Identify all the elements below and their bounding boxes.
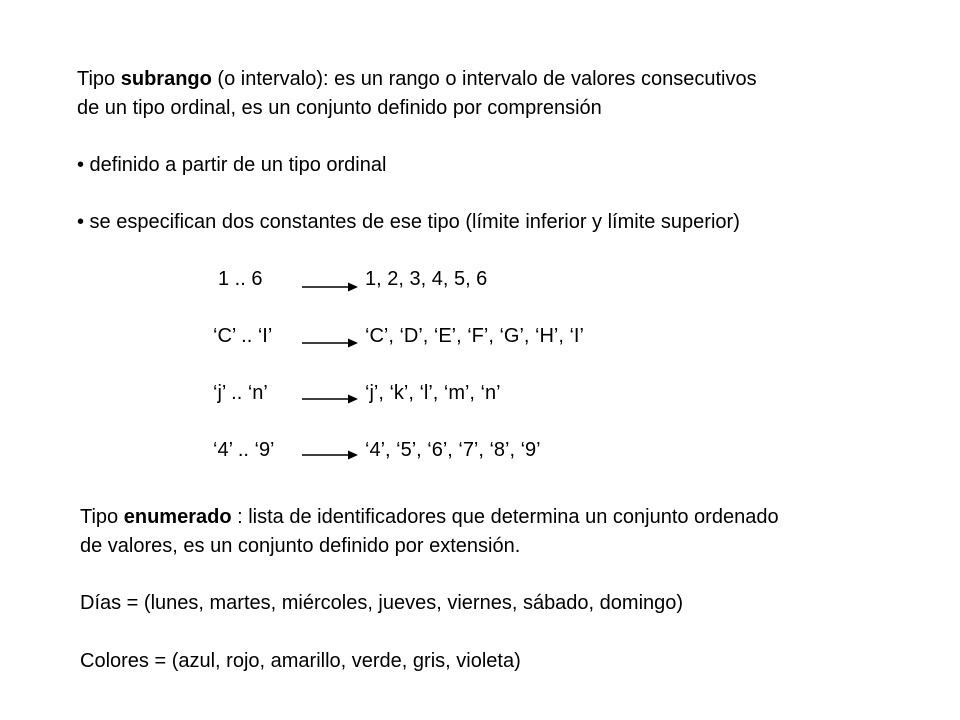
dias-example: Días = (lunes, martes, miércoles, jueves, viernes, sábado, domingo) [80,592,684,614]
enumerado-definition-line-1 [80,505,779,529]
enumerado-definition-line-2: de valores, es un conjunto definido por extensión. [80,535,521,557]
example-values: 1, 2, 3, 4, 5, 6 [365,268,488,290]
example-values: ‘4’, ‘5’, ‘6’, ‘7’, ‘8’, ‘9’ [365,439,541,461]
subrango-definition-line-1 [77,67,757,91]
enumerado-prefix: Tipo [80,506,124,528]
right-arrow-icon [302,337,358,349]
enumerado-definition-text: : lista de identificadores que determina un conjunto ordenado [231,506,779,528]
example-range: 1 .. 6 [218,268,263,290]
example-range: ‘C’ .. ‘I’ [213,325,273,347]
subrango-term: subrango [120,68,212,90]
example-values: ‘j’, ‘k’, ‘l’, ‘m’, ‘n’ [365,382,501,404]
right-arrow-icon [302,281,358,293]
right-arrow-icon [302,393,358,405]
subrango-prefix: Tipo [77,68,121,90]
bullet-constants: • se especifican dos constantes de ese tipo (límite inferior y límite superior) [77,211,740,233]
example-range: ‘j’ .. ‘n’ [213,382,268,404]
enumerado-term: enumerado [123,506,232,528]
example-range: ‘4’ .. ‘9’ [213,439,275,461]
example-values: ‘C’, ‘D’, ‘E’, ‘F’, ‘G’, ‘H’, ‘I’ [365,325,584,347]
right-arrow-icon [302,449,358,461]
bullet-ordinal: • definido a partir de un tipo ordinal [77,154,387,176]
colores-example: Colores = (azul, rojo, amarillo, verde, gris, violeta) [80,650,521,672]
subrango-definition-text: (o intervalo): es un rango o intervalo de valores consecutivos [211,68,757,90]
subrango-definition-line-2: de un tipo ordinal, es un conjunto definido por comprensión [77,97,602,119]
